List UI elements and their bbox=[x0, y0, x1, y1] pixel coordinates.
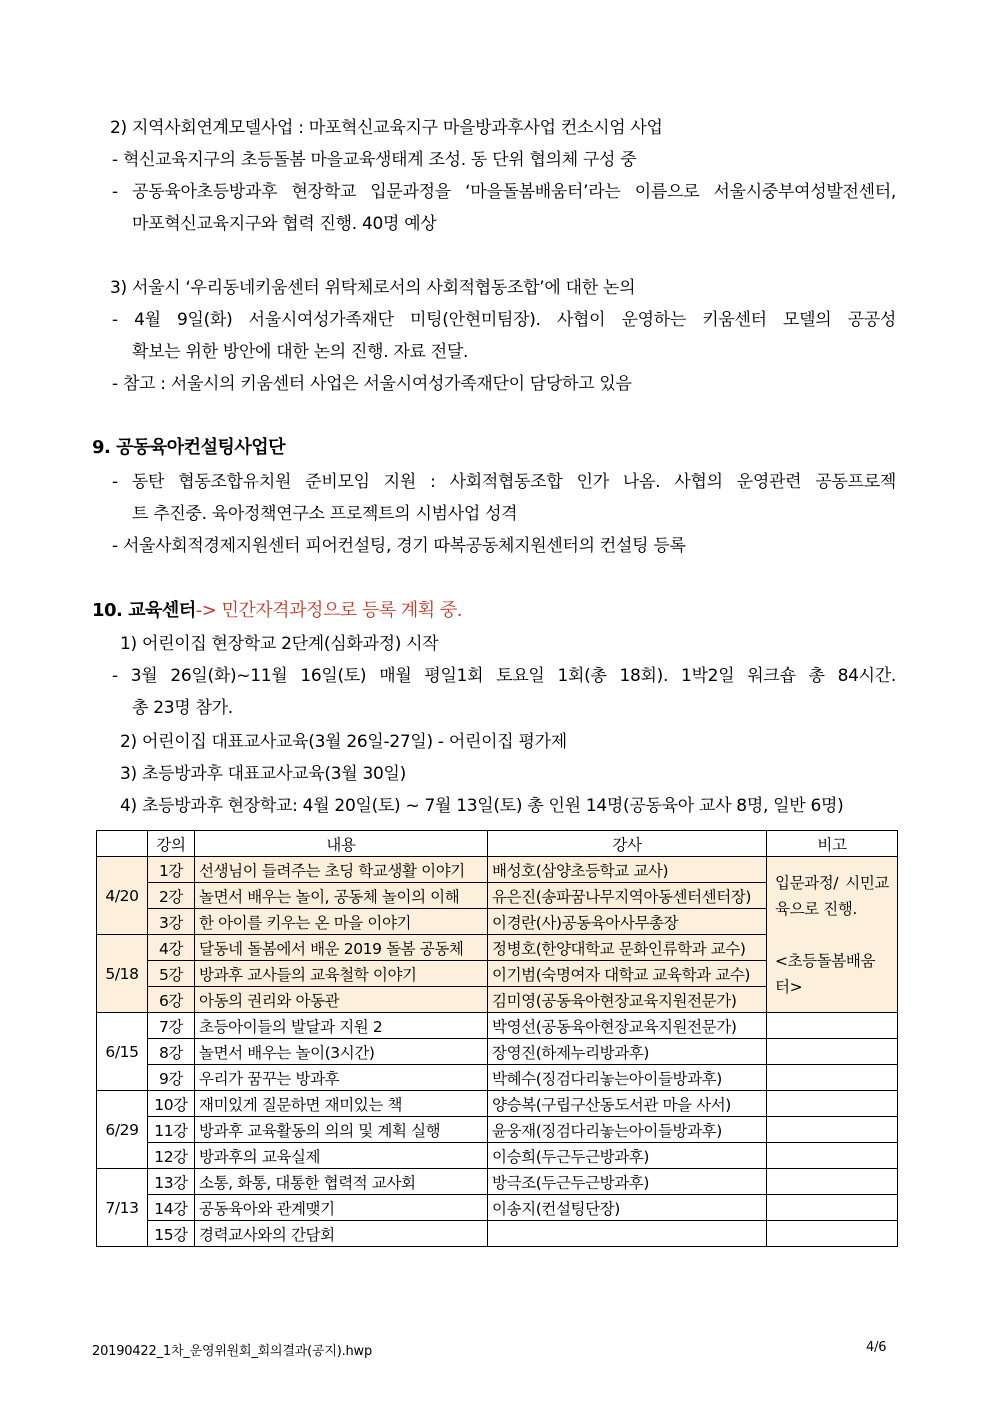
table-row bbox=[97, 1195, 898, 1221]
lecture-no: 6강 bbox=[148, 987, 195, 1013]
item-3-bullet-1-cont: 확보는 위한 방안에 대한 논의 진행. 자료 전달. bbox=[132, 342, 469, 362]
table-row bbox=[97, 1065, 898, 1091]
section-9-heading: 9. 공동육아컨설팅사업단 bbox=[92, 437, 286, 458]
table-header-row bbox=[97, 831, 898, 857]
item-2-title: 2) 지역사회연계모델사업 : 마포혁신교육지구 마을방과후사업 컨소시엄 사업 bbox=[110, 118, 663, 138]
section-10-item-1: 1) 어린이집 현장학교 2단계(심화과정) 시작 bbox=[120, 634, 439, 654]
item-3-bullet-1: - 4월 9일(화) 서울시여성가족재단 미팅(안현미팀장). 사협이 운영하는 키움센터 모델의 공공성 bbox=[112, 310, 896, 330]
table-row bbox=[97, 1013, 898, 1039]
lecture-instructor: 윤웅재(징검다리놓는아이들방과후) bbox=[488, 1117, 767, 1143]
table-row bbox=[97, 857, 898, 883]
lecture-content: 한 아이를 키우는 온 마을 이야기 bbox=[195, 909, 488, 935]
lecture-content: 선생님이 들려주는 초딩 학교생활 이야기 bbox=[195, 857, 488, 883]
lecture-content: 재미있게 질문하면 재미있는 책 bbox=[195, 1091, 488, 1117]
lecture-content: 초등아이들의 발달과 지원 2 bbox=[195, 1013, 488, 1039]
lecture-content: 달동네 돌봄에서 배운 2019 돌봄 공동체 bbox=[195, 935, 488, 961]
lecture-instructor: 방극조(두근두근방과후) bbox=[488, 1169, 767, 1195]
lecture-instructor: 유은진(송파꿈나무지역아동센터센터장) bbox=[488, 883, 767, 909]
table-row bbox=[97, 1039, 898, 1065]
item-2-bullet-1: - 혁신교육지구의 초등돌봄 마을교육생태계 조성. 동 단위 협의체 구성 중 bbox=[112, 150, 637, 170]
remarks-text: 입문과정/ 시민교육으로 진행. bbox=[775, 873, 889, 918]
header-lecture: 강의 bbox=[148, 831, 195, 857]
section-9-bullet-1-cont: 트 추진중. 육아정책연구소 프로젝트의 시범사업 성격 bbox=[132, 504, 518, 524]
table-row bbox=[97, 1143, 898, 1169]
lecture-instructor: 장영진(하제누리방과후) bbox=[488, 1039, 767, 1065]
item-3-title: 3) 서울시 ‘우리동네키움센터 위탁체로서의 사회적협동조합’에 대한 논의 bbox=[110, 278, 636, 298]
lecture-instructor: 이기범(숙명여자 대학교 교육학과 교수) bbox=[488, 961, 767, 987]
lecture-no: 5강 bbox=[148, 961, 195, 987]
lecture-instructor: 이송지(컨설팅단장) bbox=[488, 1195, 767, 1221]
table-row bbox=[97, 1117, 898, 1143]
section-10-item-2: 2) 어린이집 대표교사교육(3월 26일-27일) - 어린이집 평가제 bbox=[120, 732, 567, 752]
lecture-no: 13강 bbox=[148, 1169, 195, 1195]
remarks-empty bbox=[767, 1013, 898, 1039]
lecture-content: 방과후의 교육실제 bbox=[195, 1143, 488, 1169]
lecture-no: 9강 bbox=[148, 1065, 195, 1091]
footer-filename: 20190422_1차_운영위원회_회의결과(공지).hwp bbox=[92, 1344, 373, 1359]
lecture-no: 10강 bbox=[148, 1091, 195, 1117]
lecture-content: 아동의 권리와 아동관 bbox=[195, 987, 488, 1013]
date-cell: 7/13 bbox=[97, 1169, 148, 1247]
footer-page-number: 4/6 bbox=[866, 1340, 887, 1355]
remarks-text-2: <초등돌봄배움터> bbox=[775, 951, 876, 996]
lecture-instructor: 박혜수(징검다리놓는아이들방과후) bbox=[488, 1065, 767, 1091]
lecture-content: 방과후 교사들의 교육철학 이야기 bbox=[195, 961, 488, 987]
section-10-item-1-bullet-cont: 총 23명 참가. bbox=[132, 698, 233, 718]
section-10-item-1-bullet: - 3월 26일(화)~11월 16일(토) 매월 평일1회 토요일 1회(총 18회). 1박2일 워크숍 총 84시간. bbox=[112, 666, 896, 686]
lecture-no: 12강 bbox=[148, 1143, 195, 1169]
lecture-instructor: 양승복(구립구산동도서관 마을 사서) bbox=[488, 1091, 767, 1117]
section-10-item-4: 4) 초등방과후 현장학교: 4월 20일(토) ~ 7월 13일(토) 총 인원 14명(공동육아 교사 8명, 일반 6명) bbox=[120, 796, 844, 816]
lecture-no: 8강 bbox=[148, 1039, 195, 1065]
lecture-instructor: 김미영(공동육아현장교육지원전문가) bbox=[488, 987, 767, 1013]
lecture-no: 14강 bbox=[148, 1195, 195, 1221]
lecture-content: 공동육아와 관계맺기 bbox=[195, 1195, 488, 1221]
remarks-empty bbox=[767, 1091, 898, 1117]
lecture-content: 우리가 꿈꾸는 방과후 bbox=[195, 1065, 488, 1091]
schedule-table bbox=[96, 830, 898, 1247]
remarks-empty bbox=[767, 1221, 898, 1247]
lecture-no: 11강 bbox=[148, 1117, 195, 1143]
item-2-bullet-2: - 공동육아초등방과후 현장학교 입문과정을 ‘마을돌봄배움터’라는 이름으로 서울시중부여성발전센터, bbox=[112, 182, 896, 202]
section-9-bullet-1: - 동탄 협동조합유치원 준비모임 지원 : 사회적협동조합 인가 나옴. 사협의 운영관련 공동프로젝 bbox=[112, 472, 896, 492]
lecture-instructor bbox=[488, 1221, 767, 1247]
header-blank bbox=[97, 831, 148, 857]
remarks-cell bbox=[767, 857, 898, 1013]
remarks-empty bbox=[767, 1169, 898, 1195]
header-remarks: 비고 bbox=[767, 831, 898, 857]
table-row bbox=[97, 1221, 898, 1247]
lecture-no: 1강 bbox=[148, 857, 195, 883]
item-3-bullet-2: - 참고 : 서울시의 키움센터 사업은 서울시여성가족재단이 담당하고 있음 bbox=[112, 374, 632, 394]
lecture-instructor: 배성호(삼양초등학교 교사) bbox=[488, 857, 767, 883]
lecture-instructor: 이승희(두근두근방과후) bbox=[488, 1143, 767, 1169]
lecture-no: 7강 bbox=[148, 1013, 195, 1039]
lecture-content: 방과후 교육활동의 의의 및 계획 실행 bbox=[195, 1117, 488, 1143]
lecture-content: 경력교사와의 간담회 bbox=[195, 1221, 488, 1247]
table-row bbox=[97, 1091, 898, 1117]
remarks-empty bbox=[767, 1065, 898, 1091]
header-content: 내용 bbox=[195, 831, 488, 857]
lecture-no: 3강 bbox=[148, 909, 195, 935]
remarks-empty bbox=[767, 1039, 898, 1065]
lecture-no: 15강 bbox=[148, 1221, 195, 1247]
lecture-instructor: 정병호(한양대학교 문화인류학과 교수) bbox=[488, 935, 767, 961]
date-cell: 6/29 bbox=[97, 1091, 148, 1169]
item-2-bullet-2-cont: 마포혁신교육지구와 협력 진행. 40명 예상 bbox=[132, 214, 437, 234]
lecture-content: 소통, 화통, 대통한 협력적 교사회 bbox=[195, 1169, 488, 1195]
remarks-empty bbox=[767, 1117, 898, 1143]
lecture-content: 놀면서 배우는 놀이(3시간) bbox=[195, 1039, 488, 1065]
lecture-instructor: 이경란(사)공동육아사무총장 bbox=[488, 909, 767, 935]
section-10-note: -> 민간자격과정으로 등록 계획 중. bbox=[195, 600, 462, 621]
section-10-heading bbox=[92, 599, 462, 623]
remarks-empty bbox=[767, 1195, 898, 1221]
lecture-no: 2강 bbox=[148, 883, 195, 909]
section-10-title: 10. 교육센터 bbox=[92, 600, 196, 621]
header-instructor: 강사 bbox=[488, 831, 767, 857]
table-row bbox=[97, 1169, 898, 1195]
date-cell: 4/20 bbox=[97, 857, 148, 935]
remarks-empty bbox=[767, 1143, 898, 1169]
section-10-item-3: 3) 초등방과후 대표교사교육(3월 30일) bbox=[120, 764, 406, 784]
lecture-content: 놀면서 배우는 놀이, 공동체 놀이의 이해 bbox=[195, 883, 488, 909]
section-9-bullet-2: - 서울사회적경제지원센터 피어컨설팅, 경기 따복공동체지원센터의 컨설팅 등록 bbox=[112, 536, 686, 556]
date-cell: 6/15 bbox=[97, 1013, 148, 1091]
date-cell: 5/18 bbox=[97, 935, 148, 1013]
lecture-instructor: 박영선(공동육아현장교육지원전문가) bbox=[488, 1013, 767, 1039]
lecture-no: 4강 bbox=[148, 935, 195, 961]
